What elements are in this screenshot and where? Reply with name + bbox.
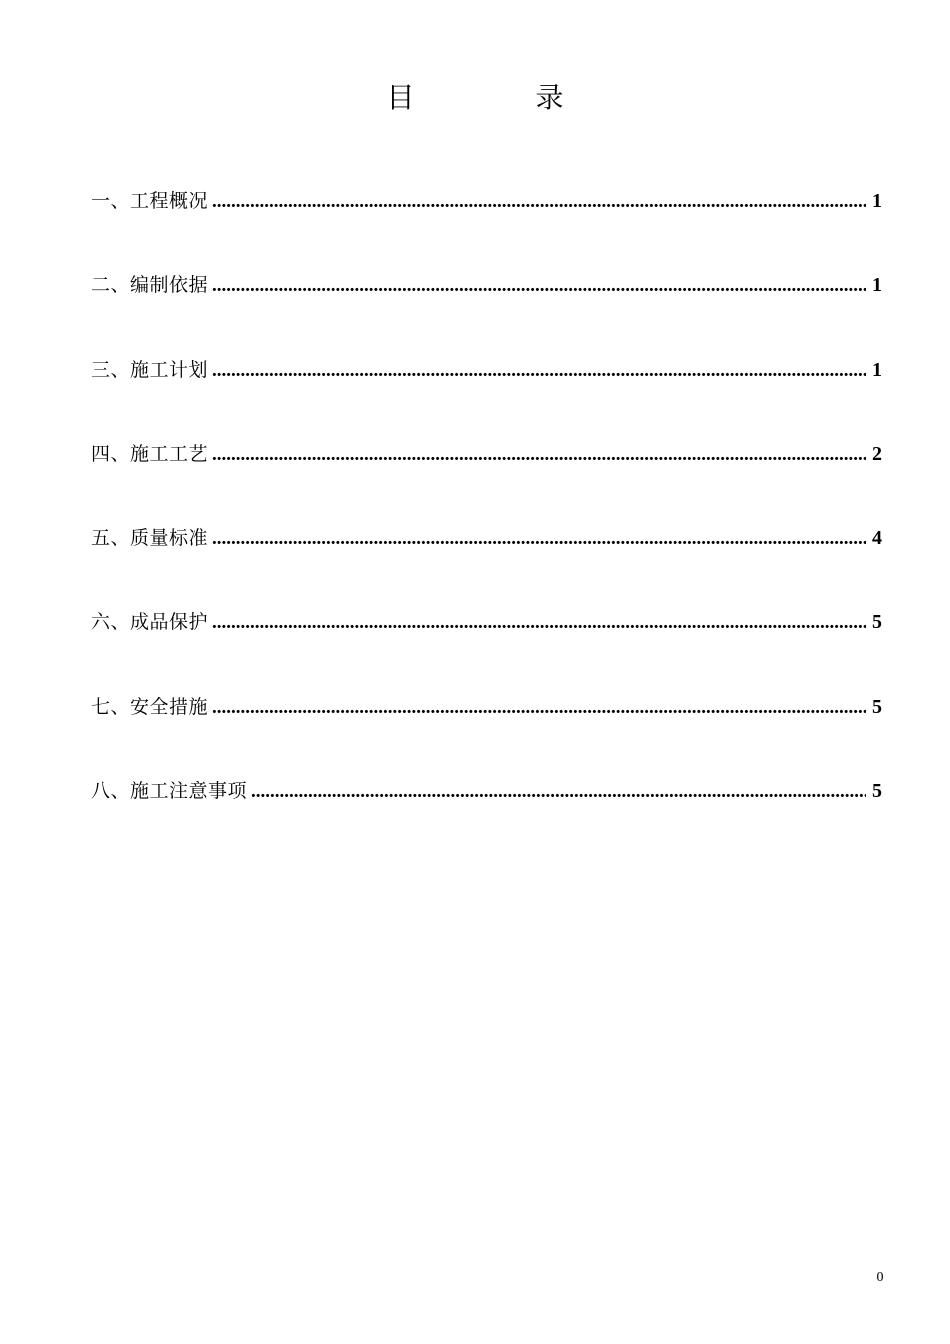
toc-item-label: 七、安全措施 <box>91 695 209 718</box>
toc-item[interactable] <box>91 182 882 266</box>
toc-leader-dots <box>212 352 866 390</box>
toc-leader-dots <box>212 520 866 558</box>
toc-item-page: 1 <box>872 190 882 212</box>
toc-item-page: 1 <box>872 358 882 381</box>
toc-item-label: 一、工程概况 <box>91 190 209 212</box>
toc-item[interactable] <box>91 688 882 772</box>
toc-item-label: 三、施工计划 <box>91 358 209 381</box>
toc-leader-dots <box>212 604 866 642</box>
toc-leader-dots <box>251 773 866 811</box>
toc-item[interactable] <box>91 603 882 687</box>
toc-item-label: 八、施工注意事项 <box>91 780 248 803</box>
toc-list <box>91 182 882 856</box>
toc-leader-dots <box>212 183 866 221</box>
toc-item[interactable] <box>91 351 882 435</box>
toc-item-page: 2 <box>872 442 882 465</box>
toc-item[interactable] <box>91 266 882 350</box>
toc-item-page: 1 <box>872 274 882 297</box>
toc-item-page: 5 <box>872 611 882 634</box>
toc-item-page: 4 <box>872 527 882 550</box>
toc-leader-dots <box>212 436 866 474</box>
toc-item-page: 5 <box>872 695 882 718</box>
toc-leader-dots <box>212 267 866 305</box>
toc-item-page: 5 <box>872 780 882 803</box>
toc-item-label: 二、编制依据 <box>91 274 209 297</box>
footer-page-number: 0 <box>876 1270 884 1285</box>
toc-item[interactable] <box>91 435 882 519</box>
toc-item-label: 四、施工工艺 <box>91 442 209 465</box>
toc-leader-dots <box>212 689 866 727</box>
toc-item-label: 六、成品保护 <box>91 611 209 634</box>
toc-item[interactable] <box>91 772 882 856</box>
toc-item-label: 五、质量标准 <box>91 527 209 550</box>
toc-item[interactable] <box>91 519 882 603</box>
toc-title: 目 录 <box>386 81 620 114</box>
